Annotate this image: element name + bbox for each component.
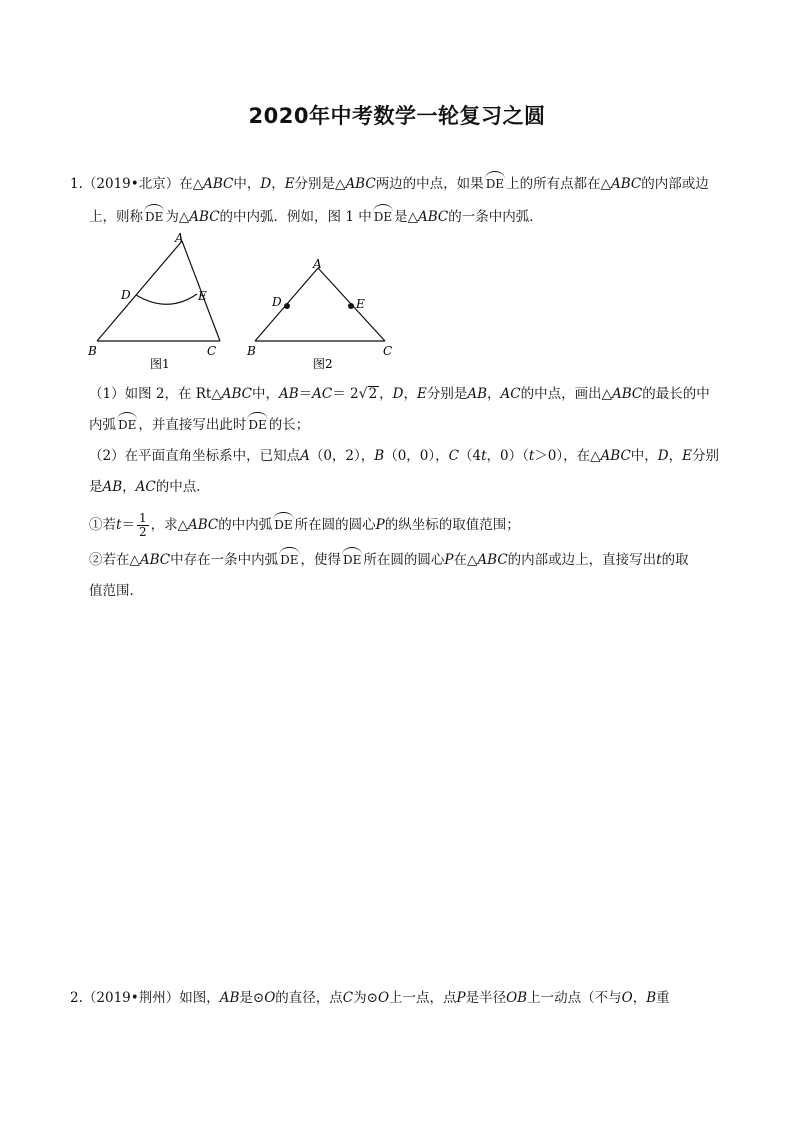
q1-text: 内弧 [89,417,116,433]
q1-text: 两边的中点，如果 [375,176,484,192]
sqrt-radicand: 2 [368,386,378,402]
q1-text: 是△ [394,209,418,225]
q1-var: AC [312,386,333,402]
q1-var: ABC [477,552,508,568]
q1-var: ABC [189,209,220,225]
q2-text: ， [632,990,647,1006]
q1-text: （0，2）， [309,448,375,464]
q1-var: ABC [187,517,219,533]
q1-text: ， [403,386,417,402]
fig2-point-e [348,303,354,309]
q1-text: 的中内弧．例如，图 1 中 [219,209,372,225]
sqrt-sign: √ [358,386,368,402]
q1-text: 的内部或边上，直接写出 [507,552,657,568]
figure-2 [246,257,392,371]
q1-text: 的中内弧 [218,517,273,533]
q1-text: 的中点． [155,479,210,495]
q1-var: E [284,176,295,192]
q1-text: 的最长的中 [642,386,710,402]
q2-var: OB [506,990,528,1006]
q1-text: ， [271,176,285,192]
q1-var: ABC [610,176,642,192]
q1-var: A [300,448,310,464]
q1-text: （4 [458,448,482,464]
q1-part2-line-2 [89,477,210,497]
fig2-label-a: A [313,257,322,271]
q1-part1-line-2 [89,415,309,435]
fig1-label-a: A [175,231,184,245]
q1-text: 的取 [661,552,689,568]
q1-var: ABC [417,209,449,225]
q1-text: ②若在△ [89,552,140,568]
fraction-numerator: 1 [138,511,147,525]
fig1-label-d: D [121,288,131,302]
q1-var: E [416,386,427,402]
q1-text: ①若 [89,517,116,533]
q1-text: 为△ [165,209,190,225]
fig2-label-e: E [356,297,365,311]
figures [0,228,794,378]
q2-text: 上一点，点 [389,990,457,1006]
q1-text: 是 [89,479,103,495]
q1-text: 中， [251,386,279,402]
fig2-label-d: D [272,295,282,309]
fig2-label-b: B [247,344,256,358]
q1-var: D [392,386,404,402]
q2-number: 2. [70,990,83,1006]
q2-var: AB [219,990,240,1006]
q1-var: D [260,176,272,192]
q1-text: （2）在平面直角坐标系中，已知点 [89,448,301,464]
q1-text: 所在圆的圆心 [294,517,376,533]
q1-var: P [375,517,385,533]
q2-text: 上一动点（不与 [527,990,622,1006]
q1-text: 在△ [179,176,204,192]
q1-var: t [528,448,535,464]
q1-var: C [448,448,459,464]
arc-de: DE [279,550,299,570]
document-title: 2020年中考数学一轮复习之圆 [248,104,546,128]
fraction [137,512,149,539]
q1-text: ，0）（ [486,448,529,464]
q1-var: ABC [600,448,631,464]
q2-var: O [377,990,390,1006]
q1-var: t [481,448,487,464]
q1-line-1 [70,174,709,194]
q1-text: ，求△ [150,517,188,533]
arc-de: DE [247,415,267,435]
q2-text: 是半径 [465,990,507,1006]
q1-var: P [444,552,454,568]
q2-text: 的直径，点 [275,990,343,1006]
q1-text: 的内部或边 [641,176,709,192]
q2-line-1 [70,988,670,1008]
q1-text: 分别 [691,448,719,464]
q1-text: 的长； [268,417,310,433]
q1-text: 中， [630,448,658,464]
q1-var: AB [467,386,488,402]
q2-var: O [264,990,276,1006]
fig2-label-c: C [383,344,393,358]
q1-part1-line-1 [89,384,710,404]
q1-text: ＞0），在△ [534,448,601,464]
fig1-side-ab [97,241,182,341]
arc-de: DE [485,174,505,194]
fig1-arc-de [136,294,197,304]
q1-text: ，并直接写出此时 [138,417,247,433]
q1-var: B [374,448,385,464]
q1-var: AC [500,386,521,402]
q1-text: ＝ 2 [332,386,359,402]
arc-de: DE [144,207,164,227]
arc-de: DE [273,515,293,535]
q1-sub2-line-2 [89,581,143,601]
arc-de: DE [373,207,393,227]
q1-text: ＝ [298,386,313,402]
q1-var: AB [278,386,299,402]
q1-var: D [657,448,669,464]
q1-var: t [116,517,122,533]
q2-var: O [621,990,633,1006]
fig1-label-e: E [198,289,207,303]
q2-var: C [342,990,354,1006]
q1-text: 的中点，画出△ [520,386,612,402]
q1-source: （2019•北京） [82,176,180,192]
q1-text: 在△ [453,552,478,568]
q1-var: ABC [612,386,643,402]
q2-var: P [456,990,466,1006]
q2-text: 如图， [179,990,220,1006]
q1-text: 上，则称 [89,209,143,225]
q1-text: 中， [233,176,261,192]
arc-de: DE [342,550,362,570]
q2-var: B [646,990,657,1006]
figure-1 [87,231,220,371]
fig1-label-c: C [207,344,217,358]
q1-number: 1. [70,176,83,192]
q1-text: 分别是△ [294,176,346,192]
fig2-point-d [284,303,290,309]
q1-text: 所在圆的圆心 [363,552,445,568]
q1-var: t [656,552,662,568]
q1-var: AB [102,479,123,495]
q1-text: 分别是 [426,386,468,402]
q1-text: 的纵坐标的取值范围； [384,517,520,533]
q1-var: E [682,448,692,464]
q1-text: ， [122,479,136,495]
fig1-caption: 图1 [150,357,170,371]
fig2-caption: 图2 [313,357,333,371]
q1-var: ABC [345,176,376,192]
q1-part2-line-1 [89,446,719,466]
q2-text: 是⊙ [239,990,265,1006]
q1-text: （1）如图 2，在 Rt△ [89,386,222,402]
q1-sub1-line [89,512,520,539]
q1-text: ， [487,386,501,402]
q1-sub2-line-1 [89,550,689,570]
q1-text: 值范围． [89,583,143,599]
q1-text: 的一条中内弧． [448,209,543,225]
q2-text: 为⊙ [353,990,378,1006]
q1-var: ABC [139,552,171,568]
q1-text: 中存在一条中内弧 [170,552,279,568]
q1-text: 上的所有点都在△ [506,176,611,192]
q1-text: ，使得 [300,552,342,568]
q1-text: ， [379,386,393,402]
fig1-label-b: B [88,344,97,358]
q1-text: ， [668,448,683,464]
q1-var: ABC [221,386,252,402]
q2-source: （2019•荆州） [82,990,180,1006]
arc-de: DE [117,415,137,435]
q2-text: 重 [656,990,670,1006]
fraction-denominator: 2 [138,525,147,539]
q1-line-2 [89,207,543,227]
q1-text: （0，0）， [384,448,449,464]
q1-var: AC [135,479,156,495]
q1-var: ABC [203,176,234,192]
q1-text: ＝ [121,517,135,533]
